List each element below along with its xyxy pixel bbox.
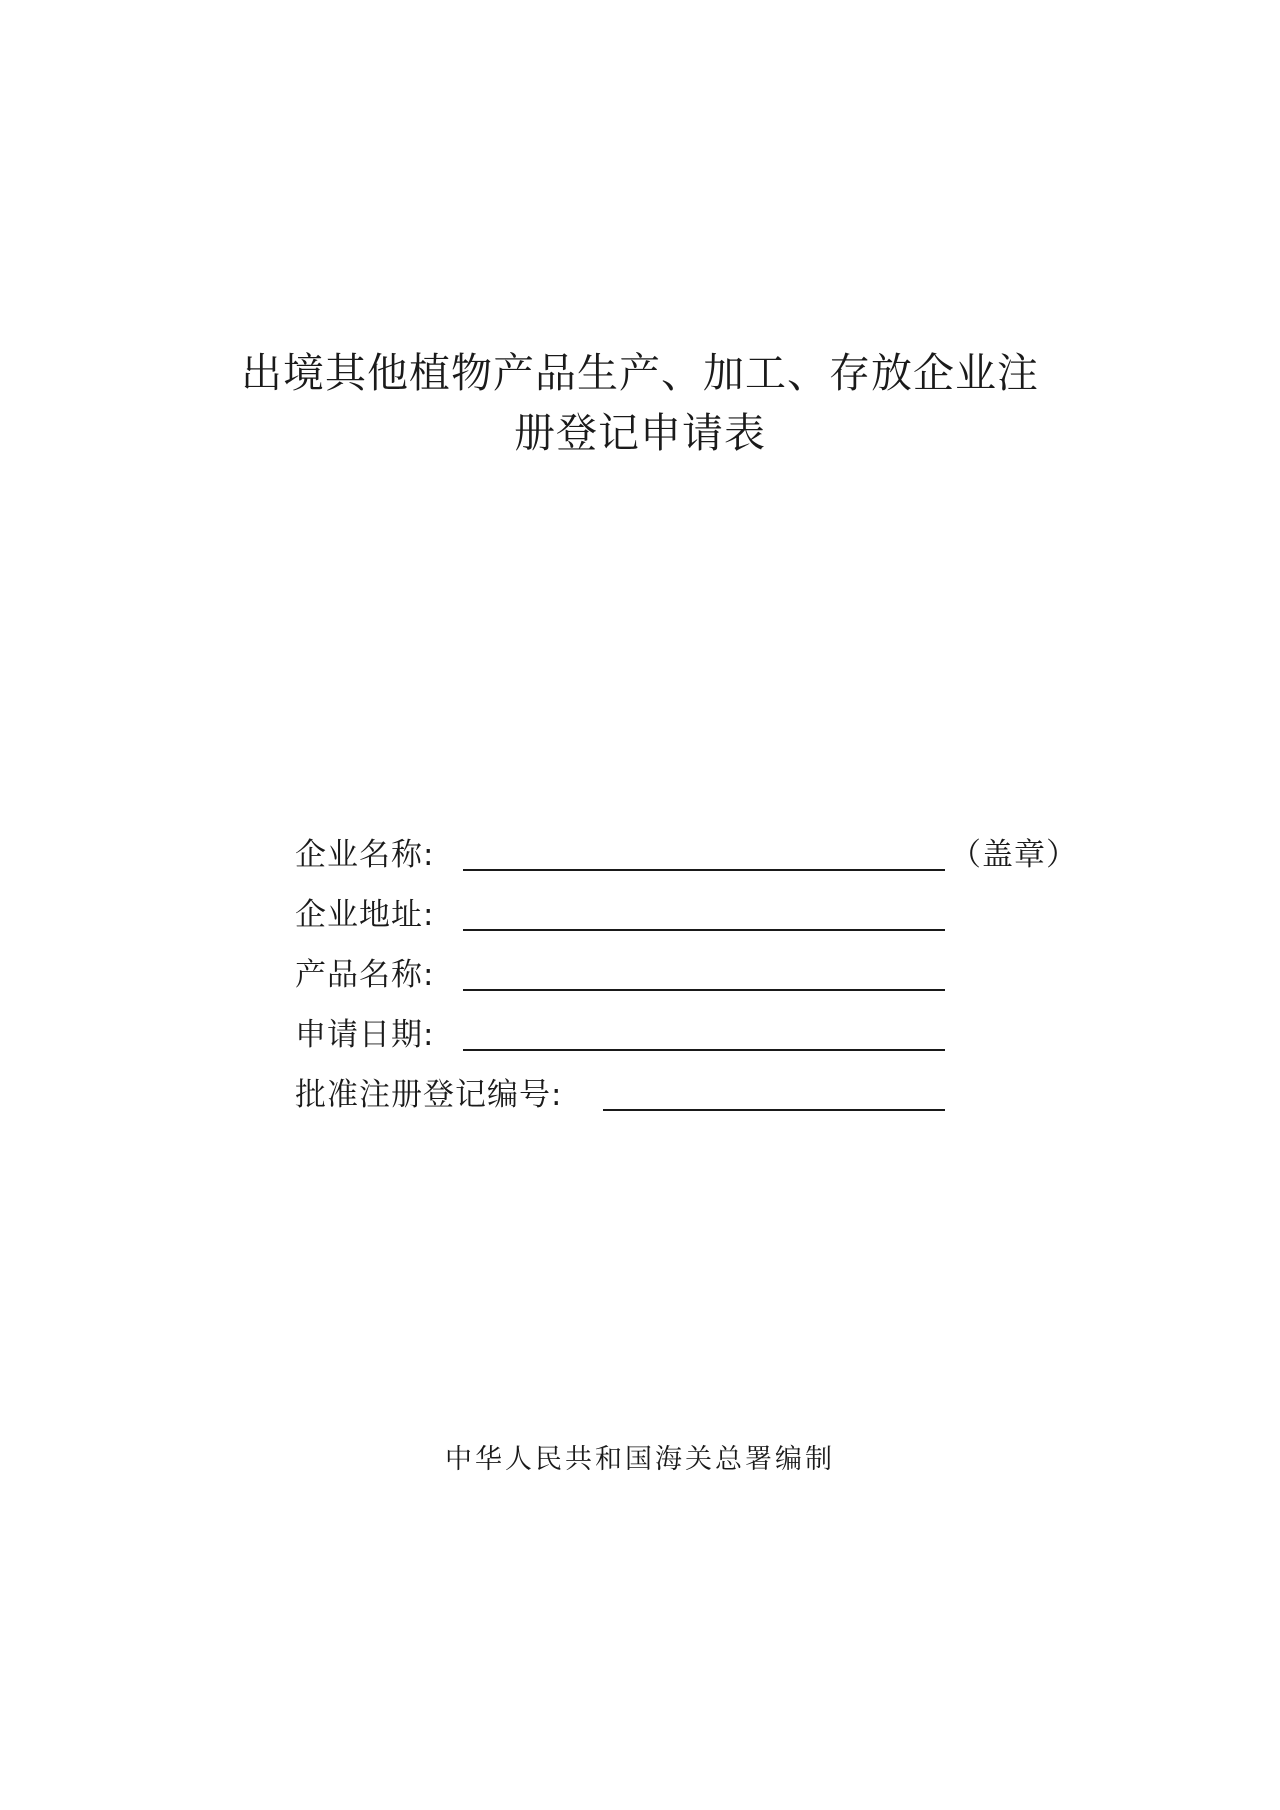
seal-note: （盖章） xyxy=(950,837,1078,873)
registration-number-row xyxy=(295,1073,995,1117)
issuer-footer: 中华人民共和国海关总署编制 xyxy=(445,1444,835,1475)
application-date-row xyxy=(295,1013,995,1057)
company-name-row xyxy=(295,833,1095,877)
product-name-row xyxy=(295,953,995,997)
title-line-1: 出境其他植物产品生产、加工、存放企业注 xyxy=(241,349,1039,397)
document-title xyxy=(140,343,1140,463)
application-date-line[interactable] xyxy=(463,1049,945,1051)
product-name-line[interactable] xyxy=(463,989,945,991)
company-address-line[interactable] xyxy=(463,929,945,931)
title-line-2: 册登记申请表 xyxy=(514,409,766,457)
company-address-row xyxy=(295,893,995,937)
registration-number-label: 批准注册登记编号: xyxy=(295,1077,563,1113)
product-name-label: 产品名称: xyxy=(295,957,435,993)
company-name-line[interactable] xyxy=(463,869,945,871)
company-name-label: 企业名称: xyxy=(295,837,435,873)
application-date-label: 申请日期: xyxy=(295,1017,435,1053)
registration-number-line[interactable] xyxy=(603,1109,945,1111)
company-address-label: 企业地址: xyxy=(295,897,435,933)
